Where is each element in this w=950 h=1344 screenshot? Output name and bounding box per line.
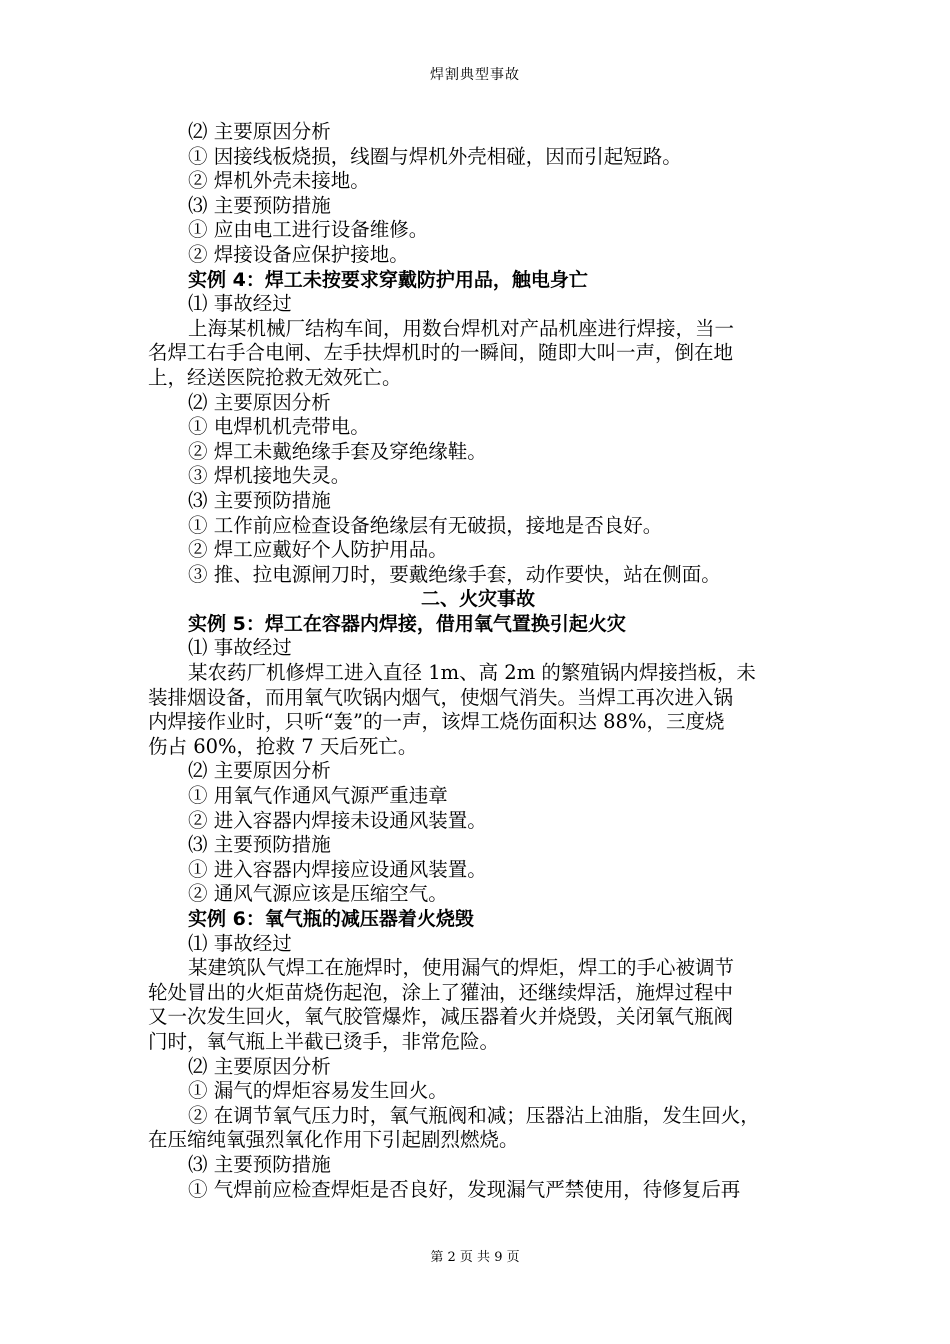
section-heading: 二、火灾事故 (420, 588, 535, 611)
text-line: ① 电焊机机壳带电。 (188, 415, 370, 439)
paragraph-line: 内焊接作业时，只听“轰”的一声，该焊工烧伤面积达 88%，三度烧 (148, 710, 725, 734)
text-line: ③ 焊机接地失灵。 (188, 464, 351, 488)
text-line: ① 气焊前应检查焊炬是否良好，发现漏气严禁使用，待修复后再 (188, 1177, 741, 1201)
paragraph-line: 上，经送医院抢救无效死亡。 (148, 365, 402, 389)
paragraph-line: 轮处冒出的火炬苗烧伤起泡，涂上了獾油，还继续焊活，施焊过程中 (148, 980, 734, 1004)
paragraph-line: 装排烟设备，而用氧气吹锅内烟气，使烟气消失。当焊工再次进入锅 (148, 685, 734, 709)
paragraph-line: 上海某机械厂结构车间，用数台焊机对产品机座进行焊接，当一 (188, 316, 735, 340)
text-line: ① 漏气的焊炬容易发生回火。 (188, 1079, 448, 1103)
text-line: ⑶ 主要预防措施 (188, 193, 331, 217)
text-line: ② 焊工未戴绝缘手套及穿绝缘鞋。 (188, 439, 487, 463)
text-line: ⑵ 主要原因分析 (188, 120, 331, 143)
subheading: ⑶ 主要预防措施 (188, 1152, 331, 1176)
paragraph-line: 某农药厂机修焊工进入直径 1m、高 2m 的繁殖锅内焊接挡板，未 (188, 661, 756, 685)
paragraph-line: 门时，氧气瓶上半截已烫手，非常危险。 (148, 1029, 500, 1053)
text-line: ② 进入容器内焊接未设通风装置。 (188, 808, 487, 832)
page-header: 焊割典型事故 (430, 67, 520, 83)
case-4-title: 实例 4：焊工未按要求穿戴防护用品，触电身亡 (188, 268, 588, 291)
subheading: ⑶ 主要预防措施 (188, 488, 331, 512)
subheading: ⑵ 主要原因分析 (188, 390, 331, 414)
paragraph-line: 名焊工右手合电闸、左手扶焊机时的一瞬间，随即大叫一声，倒在地 (148, 341, 734, 365)
text-line: ① 用氧气作通风气源严重违章 (188, 784, 448, 808)
text-line: ② 通风气源应该是压缩空气。 (188, 882, 448, 906)
subheading: ⑶ 主要预防措施 (188, 833, 331, 857)
document-body (148, 120, 808, 1202)
text-line: ② 焊机外壳未接地。 (188, 169, 370, 193)
page-footer: 第 2 页 共 9 页 (430, 1250, 520, 1265)
text-line: ① 应由电工进行设备维修。 (188, 218, 429, 242)
subheading: ⑴ 事故经过 (188, 636, 292, 660)
text-line: ③ 推、拉电源闸刀时，要戴绝缘手套，动作要快，站在侧面。 (188, 562, 721, 586)
text-line: ② 焊接设备应保护接地。 (188, 242, 409, 266)
paragraph-line: 伤占 60%，抢救 7 天后死亡。 (148, 734, 418, 758)
text-line: ② 焊工应戴好个人防护用品。 (188, 538, 448, 562)
paragraph-line: 某建筑队气焊工在施焊时，使用漏气的焊炬，焊工的手心被调节 (188, 956, 735, 980)
text-line: ① 因接线板烧损，线圈与焊机外壳相碰，因而引起短路。 (188, 144, 682, 168)
subheading: ⑵ 主要原因分析 (188, 1054, 331, 1078)
paragraph-line: 又一次发生回火，氧气胶管爆炸，减压器着火并烧毁，关闭氧气瓶阀 (148, 1005, 734, 1029)
case-6-title: 实例 6：氧气瓶的减压器着火烧毁 (188, 908, 474, 930)
text-line: ② 在调节氧气压力时，氧气瓶阀和减；压器沾上油脂，发生回火， (188, 1103, 760, 1127)
subheading: ⑵ 主要原因分析 (188, 759, 331, 783)
paragraph-line: 在压缩纯氧强烈氧化作用下引起剧烈燃烧。 (148, 1128, 519, 1152)
text-line: ① 工作前应检查设备绝缘层有无破损，接地是否良好。 (188, 513, 663, 537)
subheading: ⑴ 事故经过 (188, 292, 292, 316)
text-line: ① 进入容器内焊接应设通风装置。 (188, 857, 487, 881)
case-5-title: 实例 5：焊工在容器内焊接，借用氧气置换引起火灾 (188, 612, 626, 635)
subheading: ⑴ 事故经过 (188, 931, 292, 955)
